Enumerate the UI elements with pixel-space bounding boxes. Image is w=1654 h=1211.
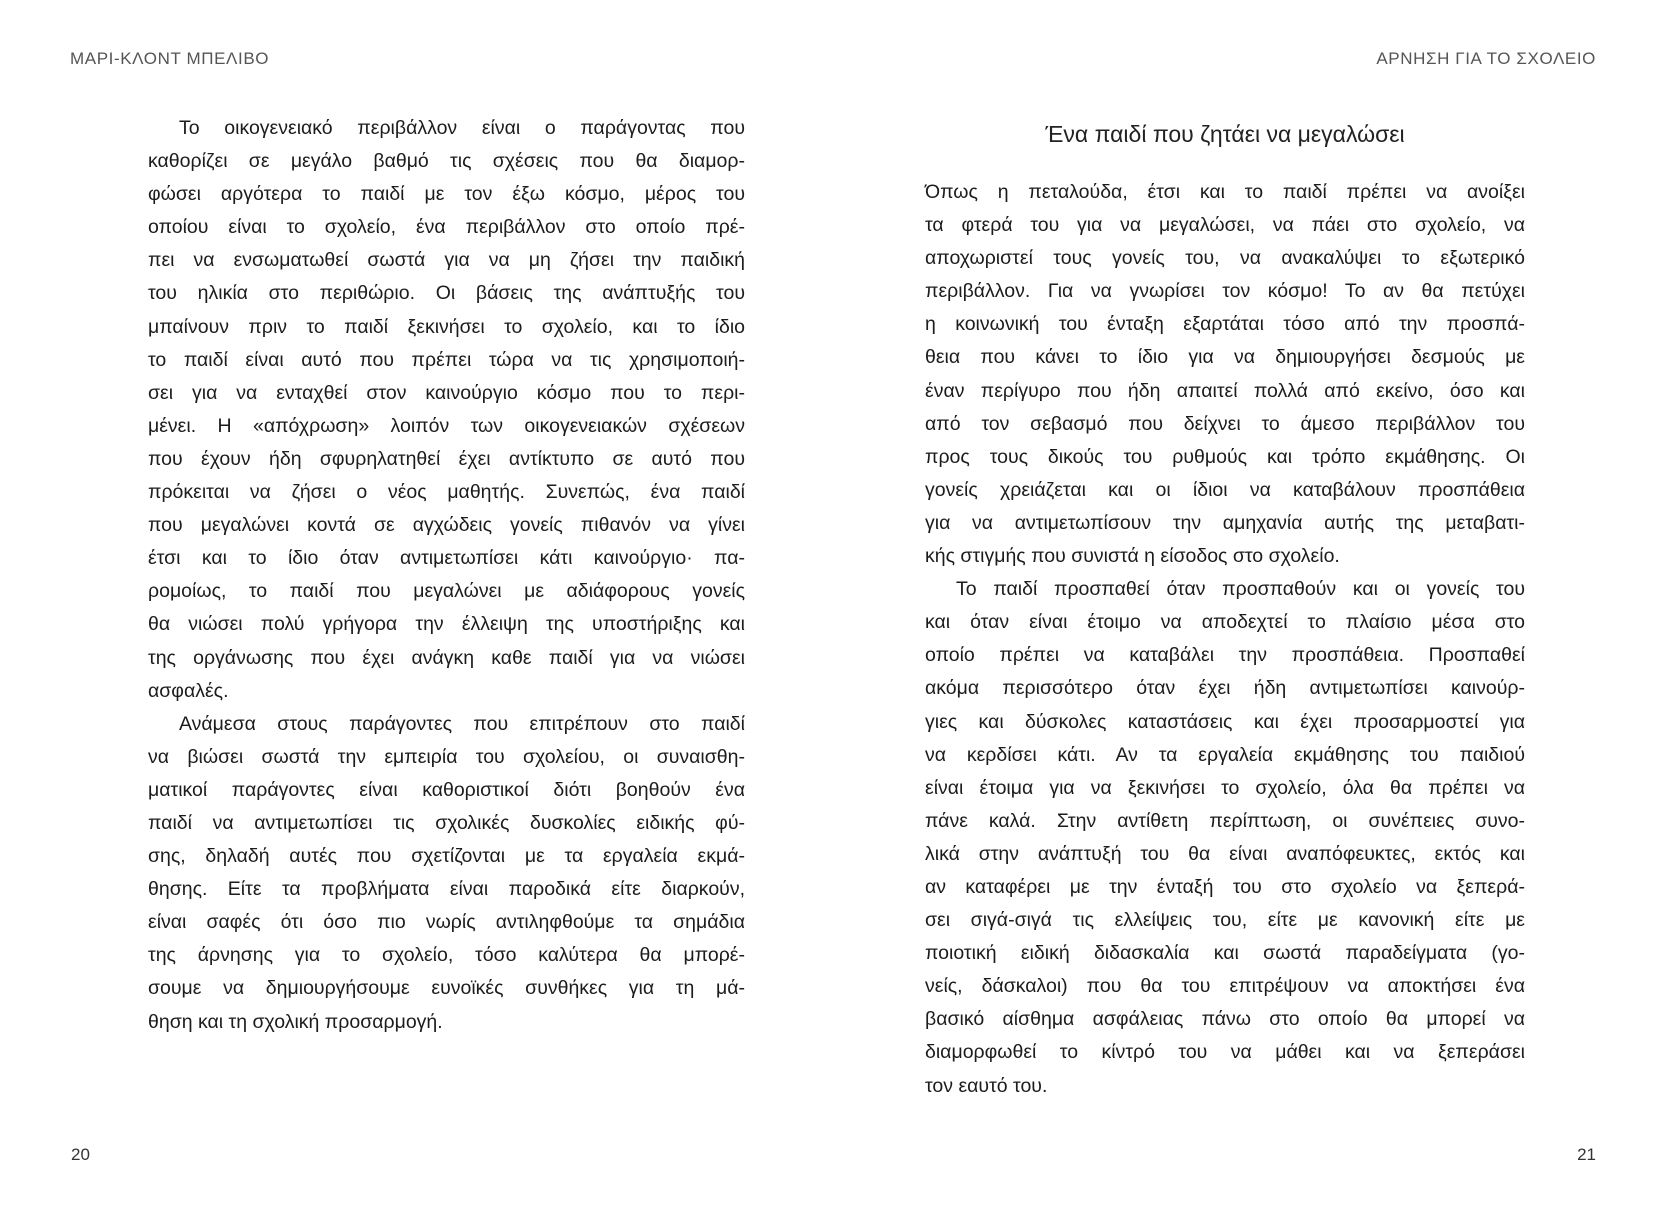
text-line: πρόκειται να ζήσει ο νέος μαθητής. Συνεπώς, ένα παιδί — [148, 481, 745, 504]
text-line: πάνε καλά. Στην αντίθετη περίπτωση, οι συνέπειες συνο- — [925, 809, 1525, 832]
text-line: αποχωριστεί τους γονείς του, να ανακαλύψει το εξωτερικό — [925, 247, 1525, 270]
text-line: ματικοί παράγοντες είναι καθοριστικοί διότι βοηθούν ένα — [148, 778, 745, 801]
text-line: λικά στην ανάπτυξή του θα είναι αναπόφευκτες, εκτός και — [925, 842, 1525, 865]
text-line: έναν περίγυρο που ήδη απαιτεί πολλά από εκείνο, όσο και — [925, 379, 1525, 402]
text-line: θηση και τη σχολική προσαρμογή. — [148, 1010, 443, 1033]
text-line: ακόμα περισσότερο όταν έχει ήδη αντιμετωπίσει καινούρ- — [925, 677, 1525, 700]
text-line: νείς, δάσκαλοι) που θα του επιτρέψουν να αποκτήσει ένα — [925, 975, 1525, 998]
text-line: θησης. Είτε τα προβλήματα είναι παροδικά είτε διαρκούν, — [148, 878, 745, 901]
text-line: θεια που κάνει το ίδιο για να δημιουργήσει δεσμούς με — [925, 346, 1525, 369]
text-line: που έχουν ήδη σφυρηλατηθεί έχει αντίκτυπο σε αυτό που — [148, 447, 745, 470]
text-line: να κερδίσει κάτι. Αν τα εργαλεία εκμάθησης του παιδιού — [925, 743, 1525, 766]
left-page-body — [148, 112, 745, 1039]
text-line: τα φτερά του για να μεγαλώσει, να πάει στο σχολείο, να — [925, 214, 1525, 237]
text-line: Ανάμεσα στους παράγοντες που επιτρέπουν στο παιδί — [179, 712, 745, 735]
text-line: παιδί να αντιμετωπίσει τις σχολικές δυσκολίες ειδικής φύ- — [148, 811, 745, 834]
text-line: να βιώσει σωστά την εμπειρία του σχολείου, οι συναισθη- — [148, 745, 745, 768]
text-line: που μεγαλώνει κοντά σε αγχώδεις γονείς πιθανόν να γίνει — [148, 514, 745, 537]
text-line: του ηλικία στο περιθώριο. Οι βάσεις της ανάπτυξής του — [148, 282, 745, 305]
text-line: οποίο πρέπει να καταβάλει την προσπάθεια. Προσπαθεί — [925, 644, 1525, 667]
text-line: έτσι και το ίδιο όταν αντιμετωπίσει κάτι καινούργιο· πα- — [148, 547, 745, 570]
text-line: και όταν είναι έτοιμο να αποδεχτεί το πλαίσιο μέσα στο — [925, 611, 1525, 634]
text-line: ασφαλές. — [148, 679, 229, 702]
text-line: αν καταφέρει με την ένταξή του στο σχολείο να ξεπερά- — [925, 875, 1525, 898]
text-line: προς τους δικούς του ρυθμούς και τρόπο εκμάθησης. Οι — [925, 445, 1525, 468]
text-line: περιβάλλον. Για να γνωρίσει τον κόσμο! Το αν θα πετύχει — [925, 280, 1525, 303]
text-line: η κοινωνική του ένταξη εξαρτάται τόσο από την προσπά- — [925, 313, 1525, 336]
text-line: σει για να ενταχθεί στον καινούργιο κόσμο που το περι- — [148, 381, 745, 404]
text-line: της άρνησης για το σχολείο, τόσο καλύτερα θα μπορέ- — [148, 944, 745, 967]
text-line: ποιοτική ειδική διδασκαλία και σωστά παραδείγματα (γο- — [925, 942, 1525, 965]
text-line: φώσει αργότερα το παιδί με τον έξω κόσμο, μέρος του — [148, 183, 745, 206]
text-line: από τον σεβασμό που δείχνει το άμεσο περιβάλλον του — [925, 412, 1525, 435]
right-page-body — [925, 114, 1525, 1103]
text-line: της οργάνωσης που έχει ανάγκη καθε παιδί για να νιώσει — [148, 646, 745, 669]
text-line: είναι σαφές ότι όσο πιο νωρίς αντιληφθούμε τα σημάδια — [148, 911, 745, 934]
text-line: πει να ενσωματωθεί σωστά για να μη ζήσει την παιδική — [148, 249, 745, 272]
text-line: Το παιδί προσπαθεί όταν προσπαθούν και οι γονείς του — [956, 578, 1525, 601]
text-line: σει σιγά-σιγά τις ελλείψεις του, είτε με κανονική είτε με — [925, 909, 1525, 932]
text-line: για να αντιμετωπίσουν την αμηχανία αυτής της μεταβατι- — [925, 511, 1525, 534]
text-line: γιες και δύσκολες καταστάσεις και έχει προσαρμοστεί για — [925, 710, 1525, 733]
section-heading: Ένα παιδί που ζητάει να μεγαλώσει — [1045, 121, 1405, 147]
text-line: διαμορφωθεί το κίντρό του να μάθει και να ξεπεράσει — [925, 1041, 1525, 1064]
text-line: μένει. Η «απόχρωση» λοιπόν των οικογενειακών σχέσεων — [148, 414, 745, 437]
text-line: σουμε να δημιουργήσουμε ευνοϊκές συνθήκες για τη μά- — [148, 977, 745, 1000]
text-line: βασικό αίσθημα ασφάλειας πάνω στο οποίο θα μπορεί να — [925, 1008, 1525, 1031]
text-line: το παιδί είναι αυτό που πρέπει τώρα να τις χρησιμοποιή- — [148, 348, 745, 371]
text-line: θα νιώσει πολύ γρήγορα την έλλειψη της υποστήριξης και — [148, 613, 745, 636]
page-number: 21 — [1577, 1145, 1596, 1164]
text-line: κής στιγμής που συνιστά η είσοδος στο σχολείο. — [925, 545, 1340, 568]
running-head-title: ΑΡΝΗΣΗ ΓΙΑ ΤΟ ΣΧΟΛΕΙΟ — [1376, 49, 1596, 68]
page-number: 20 — [71, 1145, 90, 1164]
text-line: οποίου είναι το σχολείο, ένα περιβάλλον στο οποίο πρέ- — [148, 216, 745, 239]
text-line: Το οικογενειακό περιβάλλον είναι ο παράγοντας που — [179, 117, 745, 139]
text-line: γονείς χρειάζεται και οι ίδιοι να καταβάλουν προσπάθεια — [925, 478, 1525, 501]
text-line: είναι έτοιμα για να ξεκινήσει το σχολείο, όλα θα πρέπει να — [925, 776, 1525, 799]
running-head-author: ΜΑΡΙ-ΚΛΟΝΤ ΜΠΕΛΙΒΟ — [70, 49, 270, 68]
text-line: μπαίνουν πριν το παιδί ξεκινήσει το σχολείο, και το ίδιο — [148, 315, 745, 338]
text-line: τον εαυτό του. — [925, 1074, 1048, 1097]
text-line: ρομοίως, το παιδί που μεγαλώνει με αδιάφορους γονείς — [148, 580, 745, 603]
text-line: Όπως η πεταλούδα, έτσι και το παιδί πρέπει να ανοίξει — [925, 181, 1525, 203]
text-line: σης, δηλαδή αυτές που σχετίζονται με τα εργαλεία εκμά- — [148, 845, 745, 868]
text-line: καθορίζει σε μεγάλο βαθμό τις σχέσεις που θα διαμορ- — [148, 150, 745, 173]
